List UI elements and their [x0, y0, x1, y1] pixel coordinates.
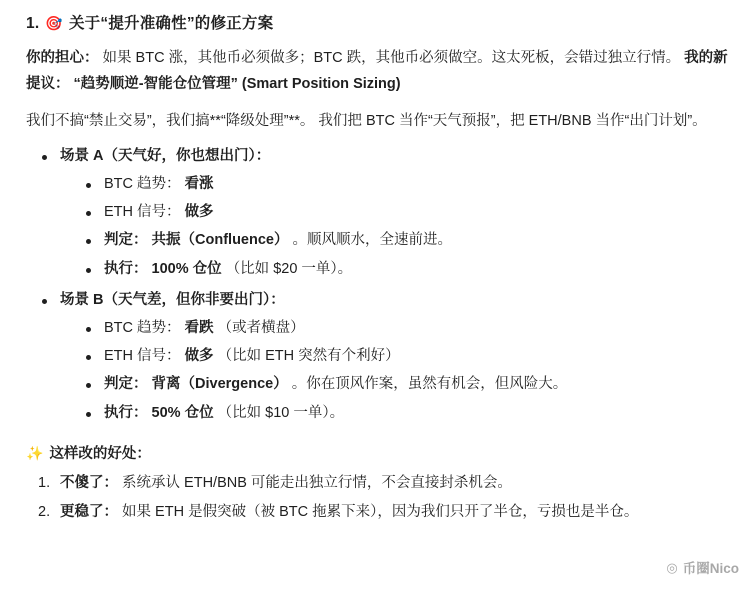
scenario-a-title: 场景 A（天气好，你也想出门）： [60, 148, 271, 165]
list-item [104, 344, 729, 369]
sparkles-icon: ✨ [26, 446, 44, 462]
item-rest: （比如 $20 一单）。 [225, 260, 353, 277]
item-rest: （比如 $10 一单）。 [217, 404, 345, 421]
benefit-label: 不傻了： [60, 475, 118, 492]
scenario-b-items [60, 316, 729, 427]
heading-number: 1. [26, 15, 40, 32]
benefits-title-text: 这样改的好处： [49, 446, 151, 462]
benefits-heading [26, 442, 729, 467]
list-item [104, 401, 729, 426]
benefit-text: 如果 ETH 是假突破（被 BTC 拖累下来），因为我们只开了半仓，亏损也是半仓。 [122, 503, 639, 520]
item-rest: （或者横盘） [217, 319, 305, 336]
target-icon: 🎯 [45, 16, 63, 32]
concern-label: 你的担心： [26, 50, 99, 67]
scenario-list [26, 144, 729, 426]
benefit-text: 系统承认 ETH/BNB 可能走出独立行情，不会直接封杀机会。 [122, 475, 512, 492]
list-item [60, 500, 729, 525]
item-value: 100% 仓位 [151, 260, 222, 277]
proposal-label: 我的新提议： [26, 50, 728, 92]
item-label: BTC 趋势： [104, 175, 181, 192]
item-label: 执行： [104, 404, 148, 421]
item-value: 做多 [184, 204, 214, 220]
list-item [104, 316, 729, 341]
list-item [104, 228, 729, 253]
item-label: BTC 趋势： [104, 319, 181, 336]
benefits-list [26, 471, 729, 525]
list-item [104, 172, 729, 197]
watermark [666, 557, 739, 581]
scenario-b [60, 288, 729, 426]
benefit-label: 更稳了： [60, 503, 118, 520]
item-label: 执行： [104, 260, 148, 277]
item-value: 做多 [184, 347, 214, 364]
item-label: 判定： [104, 232, 148, 249]
item-rest: （比如 ETH 突然有个利好） [217, 347, 400, 364]
concern-text: 如果 BTC 涨，其他币必须做多；BTC 跌，其他币必须做空。这太死板，会错过独立行情。 [102, 50, 681, 67]
page-title [26, 10, 729, 37]
item-rest: 。你在顶风作案，虽然有机会，但风险大。 [291, 376, 568, 393]
watermark-text: 币圈Nico [682, 561, 739, 577]
concern-paragraph [26, 46, 729, 97]
item-value: 背离（Divergence） [151, 376, 288, 393]
item-label: 判定： [104, 376, 148, 393]
scenario-a-items [60, 172, 729, 283]
list-item [104, 200, 729, 225]
list-item [60, 471, 729, 496]
item-value: 共振（Confluence） [151, 232, 289, 249]
explanation-paragraph: 我们不搞“禁止交易”，我们搞**“降级处理”**。 我们把 BTC 当作“天气预报”，把 ETH/BNB 当作“出门计划”。 [26, 112, 707, 129]
scenario-b-title: 场景 B（天气差，但你非要出门）： [60, 292, 285, 309]
heading-text: 关于“提升准确性”的修正方案 [68, 15, 274, 32]
item-value: 看涨 [184, 175, 214, 192]
item-value: 看跌 [184, 319, 214, 336]
watermark-logo-icon: ◎ [666, 560, 678, 576]
proposal-text: “趋势顺逆-智能仓位管理” (Smart Position Sizing) [73, 75, 401, 92]
item-value: 50% 仓位 [151, 404, 214, 421]
list-item [104, 257, 729, 282]
item-label: ETH 信号： [104, 347, 181, 364]
item-label: ETH 信号： [104, 204, 181, 220]
list-item [104, 372, 729, 397]
scenario-a [60, 144, 729, 282]
item-rest: 。顺风顺水，全速前进。 [292, 232, 453, 249]
